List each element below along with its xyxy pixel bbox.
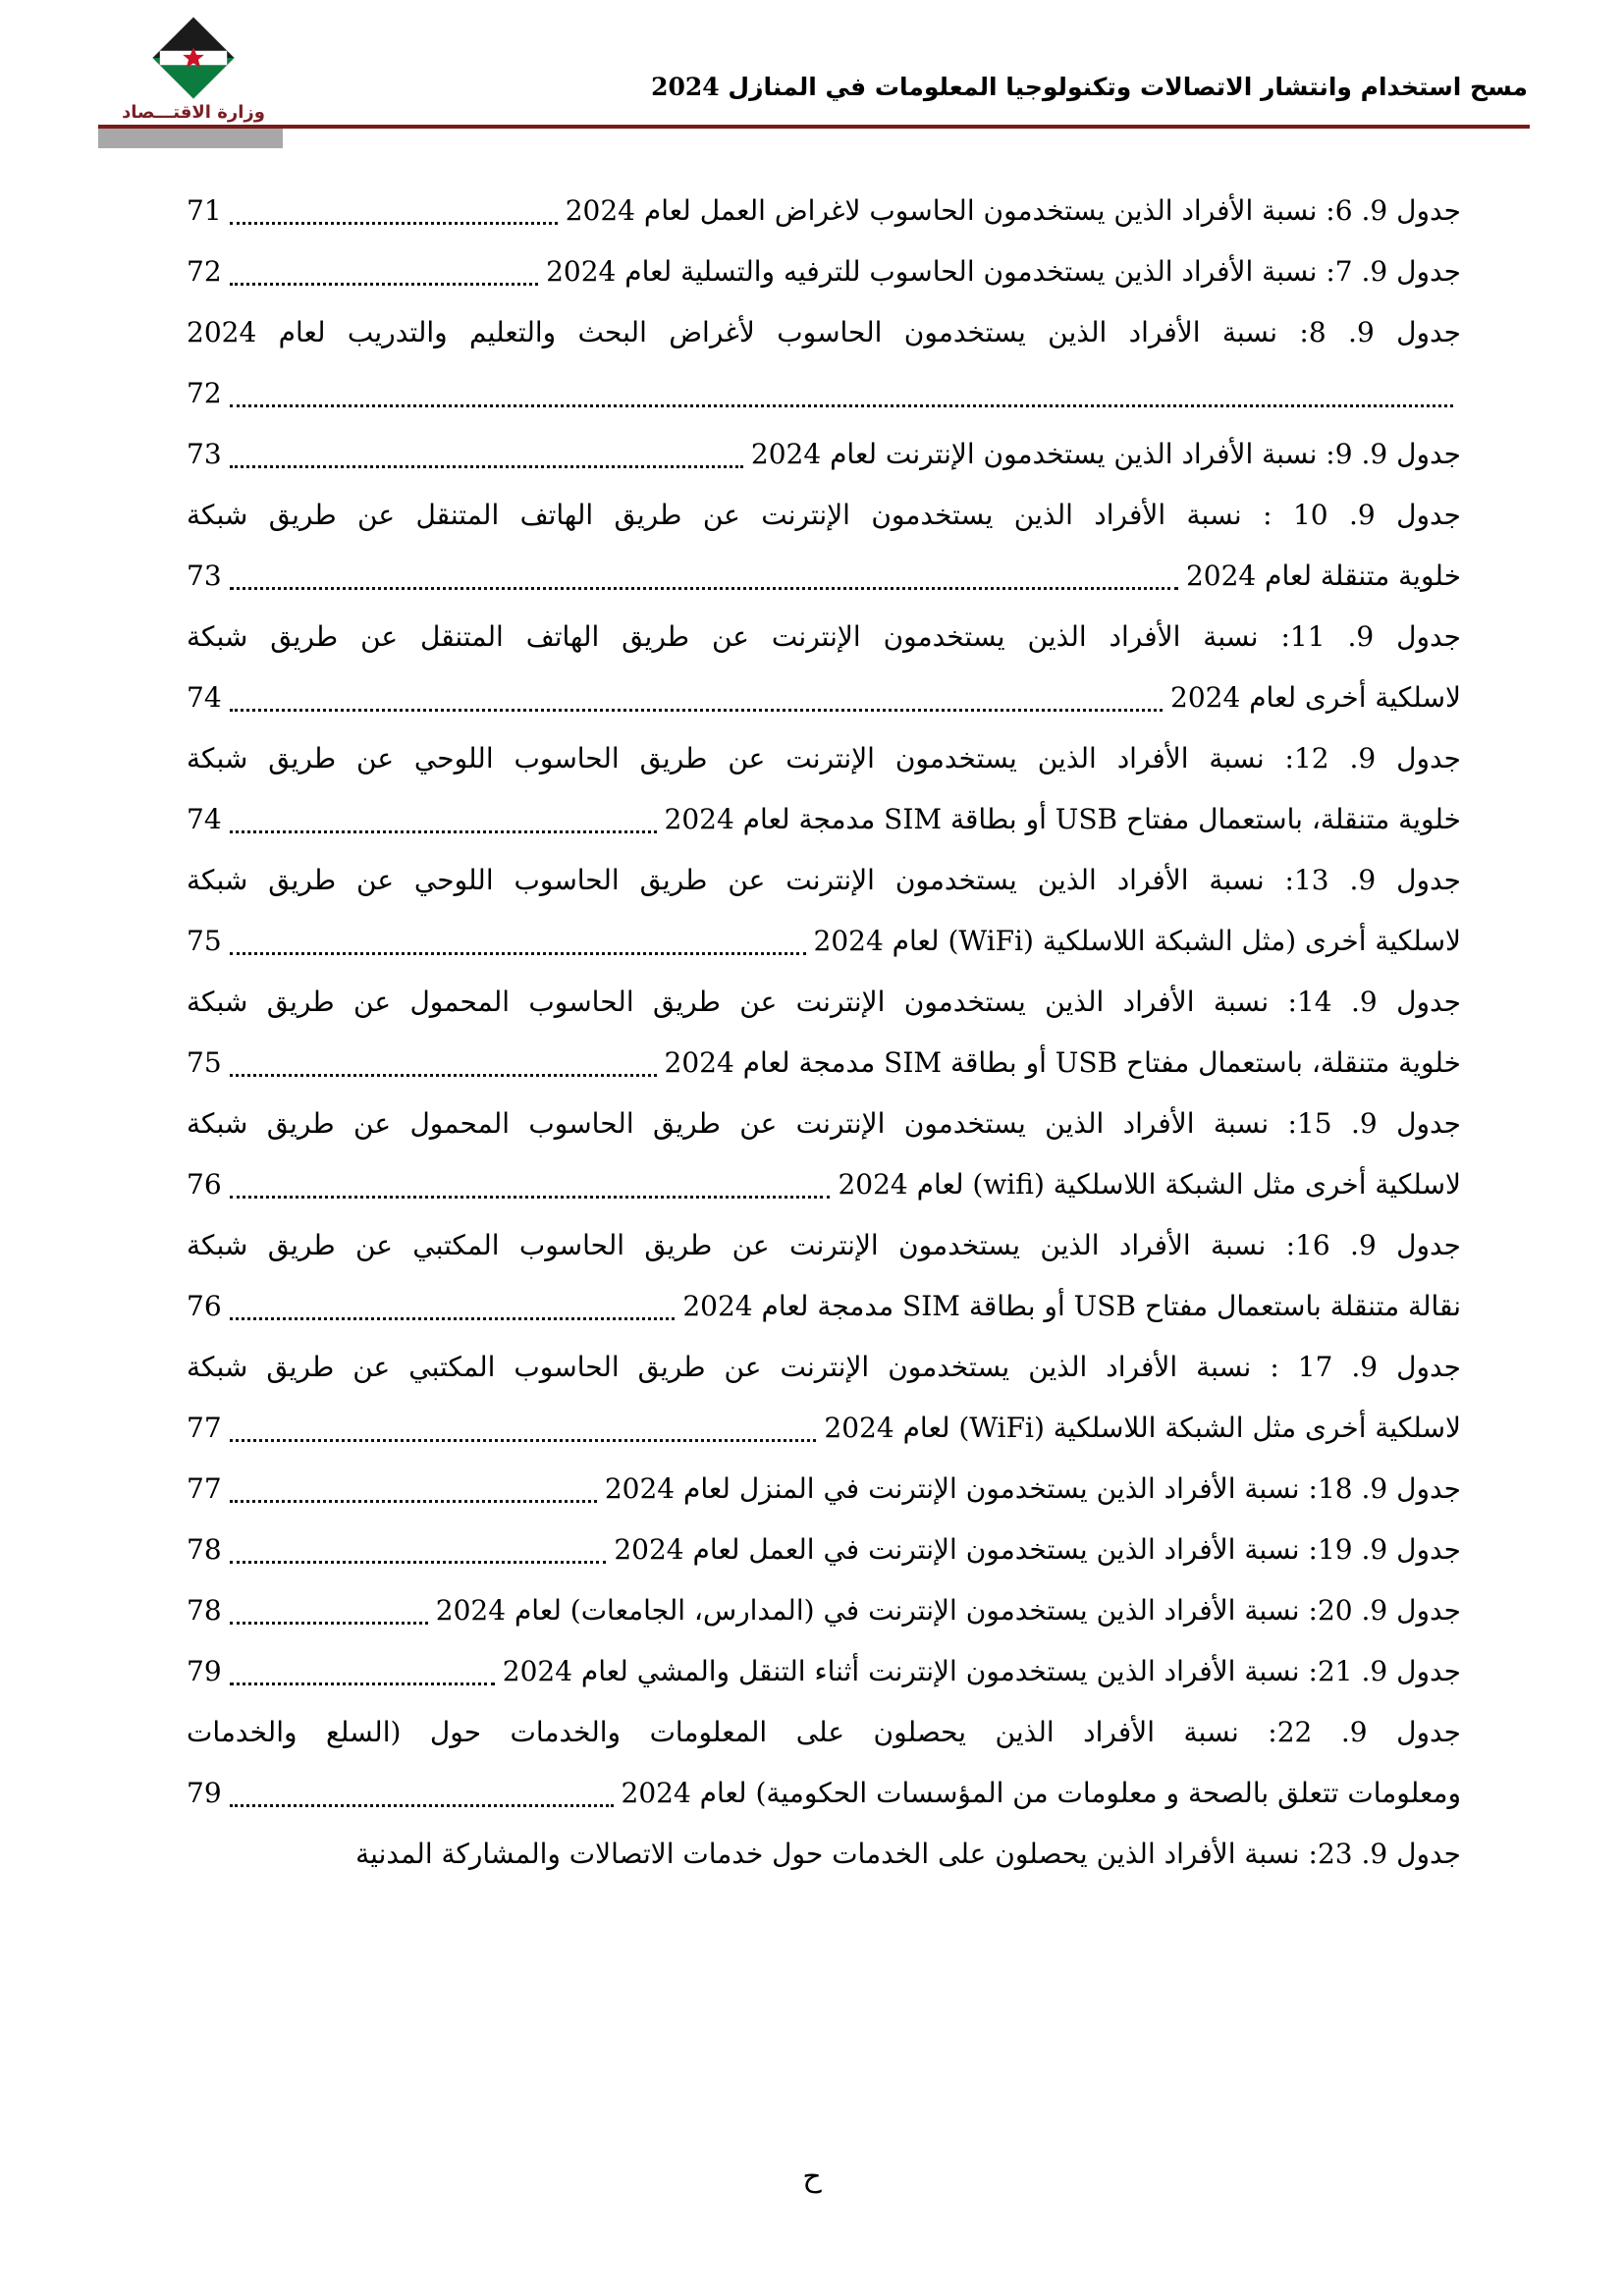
toc-entry-last-line [187, 241, 1461, 302]
toc-entry-last-line [187, 424, 1461, 485]
toc-dot-leader [230, 1561, 607, 1564]
toc-page-number: 77 [187, 1472, 222, 1505]
toc-entry-text: جدول 9. 7: نسبة الأفراد الذين يستخدمون الحاسوب للترفيه والتسلية لعام 2024 [546, 255, 1461, 288]
page-footer [0, 2160, 1624, 2194]
toc-entry-text-line: جدول 9. 22: نسبة الأفراد الذين يحصلون على المعلومات والخدمات حول (السلع والخدمات [187, 1716, 1461, 1748]
toc-entry-last-line [187, 363, 1461, 424]
toc-entry [187, 1641, 1461, 1702]
toc-entry-text: خلوية متنقلة، باستعمال مفتاح USB أو بطاقة SIM مدمجة لعام 2024 [664, 1046, 1461, 1079]
toc-entry-text-line: جدول 9. 13: نسبة الأفراد الذين يستخدمون الإنترنت عن طريق الحاسوب اللوحي عن طريق شبكة [187, 864, 1461, 896]
toc-page-number: 72 [187, 255, 222, 288]
toc-page-number: 74 [187, 803, 222, 835]
document-title-text: مسح استخدام وانتشار الاتصالات وتكنولوجيا المعلومات في المنازل [728, 73, 1528, 101]
toc-entry-text: خلوية متنقلة، باستعمال مفتاح USB أو بطاقة SIM مدمجة لعام 2024 [664, 803, 1461, 835]
toc-entry [187, 181, 1461, 241]
toc-entry [187, 485, 1461, 607]
toc-entry-text: جدول 9. 21: نسبة الأفراد الذين يستخدمون الإنترنت أثناء التنقل والمشي لعام 2024 [502, 1655, 1461, 1687]
toc-entry-text: ومعلومات تتعلق بالصحة و معلومات من المؤسسات الحكومية) لعام 2024 [621, 1777, 1461, 1809]
toc-entry-text: جدول 9. 18: نسبة الأفراد الذين يستخدمون الإنترنت في المنزل لعام 2024 [604, 1472, 1461, 1505]
toc-entry [187, 1094, 1461, 1215]
toc-entry-text: جدول 9. 20: نسبة الأفراد الذين يستخدمون الإنترنت في (المدارس، الجامعات) لعام 2024 [435, 1594, 1461, 1627]
toc-entry-text-line: جدول 9. 10 : نسبة الأفراد الذين يستخدمون الإنترنت عن طريق الهاتف المتنقل عن طريق شبكة [187, 499, 1461, 531]
toc-entry-text: لاسلكية أخرى مثل الشبكة اللاسلكية (WiFi) لعام 2024 [824, 1412, 1461, 1444]
toc-dot-leader [230, 1074, 657, 1077]
toc-entry-text: جدول 9. 9: نسبة الأفراد الذين يستخدمون الإنترنت لعام 2024 [750, 438, 1461, 470]
toc-page-number: 75 [187, 925, 222, 957]
toc-entry-text: نقالة متنقلة باستعمال مفتاح USB أو بطاقة SIM مدمجة لعام 2024 [682, 1290, 1461, 1322]
toc-entry [187, 1580, 1461, 1641]
toc-dot-leader [230, 952, 806, 955]
toc-entry-text-line: جدول 9. 11: نسبة الأفراد الذين يستخدمون الإنترنت عن طريق الهاتف المتنقل عن طريق شبكة [187, 620, 1461, 653]
toc-dot-leader [230, 1682, 495, 1685]
toc-entry-text: لاسلكية أخرى لعام 2024 [1170, 681, 1461, 714]
toc-page-number: 74 [187, 681, 222, 714]
toc-entry-text-line: جدول 9. 12: نسبة الأفراد الذين يستخدمون الإنترنت عن طريق الحاسوب اللوحي عن طريق شبكة [187, 742, 1461, 774]
toc-entry-last-line [187, 1459, 1461, 1520]
toc-dot-leader [230, 283, 538, 286]
toc-page-number: 79 [187, 1777, 222, 1809]
toc-page-number: 76 [187, 1168, 222, 1201]
toc-dot-leader [230, 587, 1178, 590]
toc-entry-text: لاسلكية أخرى (مثل الشبكة اللاسلكية (WiFi) لعام 2024 [813, 925, 1461, 957]
toc-entry-last-line [187, 1154, 1461, 1215]
toc-page-number: 78 [187, 1533, 222, 1566]
toc-page-number: 72 [187, 377, 222, 409]
toc-entry [187, 424, 1461, 485]
toc-entry [187, 1702, 1461, 1824]
toc-entry-last-line [187, 1763, 1461, 1824]
toc-entry [187, 1215, 1461, 1337]
toc-entry-text: جدول 9. 23: نسبة الأفراد الذين يحصلون على الخدمات حول خدمات الاتصالات والمشاركة المدنية [355, 1838, 1461, 1870]
header-divider-line [98, 125, 1530, 129]
table-of-contents [187, 181, 1461, 1885]
toc-entry-last-line [187, 667, 1461, 728]
toc-entry-text: جدول 9. 19: نسبة الأفراد الذين يستخدمون الإنترنت في العمل لعام 2024 [614, 1533, 1461, 1566]
toc-entry-last-line [187, 546, 1461, 607]
toc-entry-last-line [187, 1580, 1461, 1641]
toc-page-number: 71 [187, 194, 222, 227]
toc-entry-last-line [187, 1824, 1461, 1885]
header-divider-block [98, 129, 283, 148]
toc-dot-leader [230, 1439, 817, 1442]
toc-page-number: 77 [187, 1412, 222, 1444]
toc-entry-last-line [187, 911, 1461, 972]
toc-entry-last-line [187, 1641, 1461, 1702]
toc-entry-last-line [187, 789, 1461, 850]
toc-entry-text-line: جدول 9. 17 : نسبة الأفراد الذين يستخدمون الإنترنت عن طريق الحاسوب المكتبي عن طريق شبكة [187, 1351, 1461, 1383]
toc-dot-leader [230, 1317, 676, 1320]
jordan-flag-star-emblem-icon [149, 14, 238, 102]
toc-entry-last-line [187, 1398, 1461, 1459]
toc-page-number: 78 [187, 1594, 222, 1627]
toc-entry [187, 850, 1461, 972]
toc-entry [187, 1459, 1461, 1520]
toc-entry-text: لاسلكية أخرى مثل الشبكة اللاسلكية (wifi) لعام 2024 [838, 1168, 1461, 1201]
toc-dot-leader [230, 222, 558, 225]
toc-entry-text-line: جدول 9. 14: نسبة الأفراد الذين يستخدمون الإنترنت عن طريق الحاسوب المحمول عن طريق شبكة [187, 986, 1461, 1018]
toc-entry-last-line [187, 181, 1461, 241]
toc-entry-last-line [187, 1276, 1461, 1337]
toc-entry [187, 607, 1461, 728]
toc-page-number: 79 [187, 1655, 222, 1687]
toc-page-number: 73 [187, 438, 222, 470]
toc-page-number: 73 [187, 560, 222, 592]
toc-dot-leader [230, 830, 657, 833]
toc-page-number: 76 [187, 1290, 222, 1322]
toc-dot-leader [230, 1622, 428, 1625]
toc-entry [187, 302, 1461, 424]
toc-entry [187, 1520, 1461, 1580]
toc-entry-text: جدول 9. 6: نسبة الأفراد الذين يستخدمون الحاسوب لاغراض العمل لعام 2024 [565, 194, 1461, 227]
page-number-marker: ح [802, 2160, 822, 2194]
toc-entry [187, 1824, 1461, 1885]
toc-dot-leader [230, 1804, 614, 1807]
document-title [651, 71, 1528, 104]
toc-entry-last-line [187, 1033, 1461, 1094]
toc-entry-last-line [187, 1520, 1461, 1580]
toc-page-number: 75 [187, 1046, 222, 1079]
toc-dot-leader [230, 465, 743, 468]
toc-entry [187, 972, 1461, 1094]
toc-entry [187, 728, 1461, 850]
toc-entry-text-line: جدول 9. 16: نسبة الأفراد الذين يستخدمون الإنترنت عن طريق الحاسوب المكتبي عن طريق شبكة [187, 1229, 1461, 1261]
toc-entry-text: خلوية متنقلة لعام 2024 [1185, 560, 1461, 592]
ministry-name-line1: وزارة الاقتـــصاد [122, 102, 265, 123]
document-title-year: 2024 [651, 73, 720, 101]
toc-entry-text-line: جدول 9. 15: نسبة الأفراد الذين يستخدمون الإنترنت عن طريق الحاسوب المحمول عن طريق شبكة [187, 1107, 1461, 1140]
toc-dot-leader [230, 709, 1163, 712]
toc-dot-leader [230, 1196, 831, 1199]
toc-entry [187, 1337, 1461, 1459]
toc-dot-leader [230, 1500, 597, 1503]
toc-entry [187, 241, 1461, 302]
toc-entry-text-line: جدول 9. 8: نسبة الأفراد الذين يستخدمون الحاسوب لأغراض البحث والتعليم والتدريب لعام 2024 [187, 316, 1461, 348]
toc-dot-leader [230, 404, 1453, 407]
